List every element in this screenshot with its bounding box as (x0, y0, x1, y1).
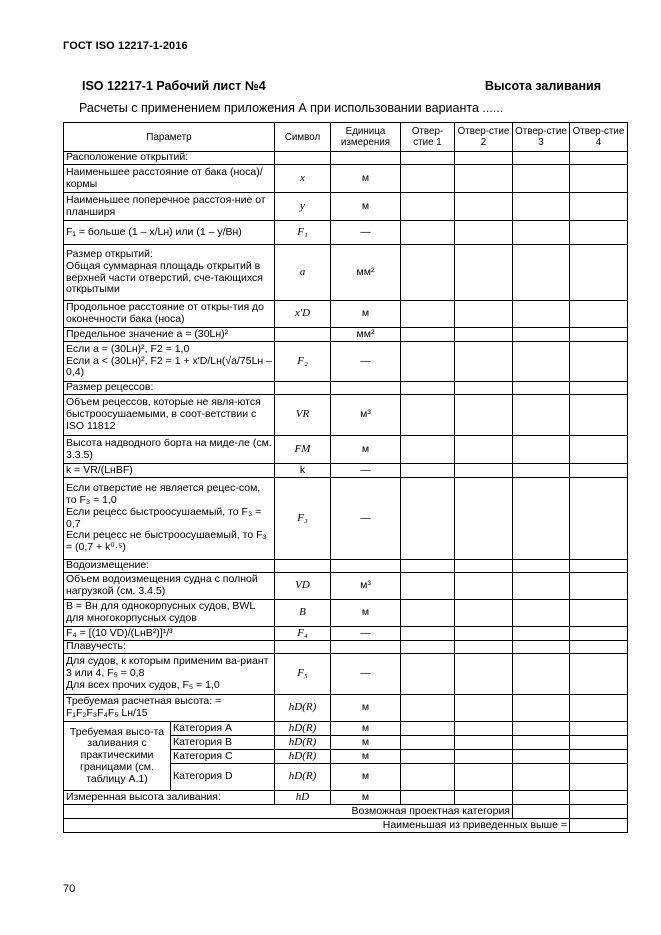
category-d-label: Категория D (171, 764, 275, 791)
param-cell: Размер открытий: Общая суммарная площадь открытий в верхней части отверстий, сче-тающихся открытыми (64, 245, 275, 301)
input-cell[interactable] (455, 791, 513, 805)
input-cell[interactable] (570, 750, 628, 764)
unit-cell: м³ (331, 573, 401, 600)
input-cell[interactable] (513, 301, 570, 328)
input-cell[interactable] (401, 221, 455, 245)
input-cell[interactable] (513, 654, 570, 695)
input-cell[interactable] (513, 193, 570, 221)
input-cell[interactable] (513, 464, 570, 478)
unit-cell: м (331, 193, 401, 221)
input-cell[interactable] (401, 478, 455, 560)
input-cell[interactable] (401, 695, 455, 722)
header-row (64, 123, 628, 152)
param-cell: Объем водоизмещения судна с полной нагрузкой (см. 3.4.5) (64, 573, 275, 600)
unit-cell: м (331, 600, 401, 627)
symbol-cell: B (275, 600, 331, 627)
input-cell[interactable] (455, 573, 513, 600)
input-cell[interactable] (401, 328, 455, 342)
input-cell[interactable] (570, 722, 628, 736)
input-cell[interactable] (513, 328, 570, 342)
input-cell[interactable] (455, 221, 513, 245)
input-cell[interactable] (570, 764, 628, 791)
input-cell[interactable] (401, 627, 455, 641)
input-cell[interactable] (513, 736, 570, 750)
table-row (64, 301, 628, 328)
symbol-cell: VD (275, 573, 331, 600)
table-row (64, 573, 628, 600)
input-cell[interactable] (570, 328, 628, 342)
param-cell: Предельное значение a = (30Lн)² (64, 328, 275, 342)
header-opening-3: Отвер-стие 3 (513, 123, 570, 152)
table-row (64, 819, 628, 833)
input-cell[interactable] (513, 627, 570, 641)
symbol-cell: a (275, 245, 331, 301)
table-row (64, 805, 628, 819)
unit-cell: — (331, 221, 401, 245)
param-cell: Для судов, к которым применим ва-риант 3 или 4, F₅ = 0,8 Для всех прочих судов, F₅ = 1,0 (64, 654, 275, 695)
page-number: 70 (63, 883, 76, 895)
worksheet-table (63, 122, 628, 833)
symbol-cell: F₁ (275, 221, 331, 245)
section-label: Размер рецессов: (64, 382, 275, 395)
symbol-cell: F₄ (275, 627, 331, 641)
table-row (64, 600, 628, 627)
unit-cell: м (331, 695, 401, 722)
unit-cell: — (331, 627, 401, 641)
input-cell[interactable] (570, 193, 628, 221)
param-cell: Продольное расстояние от откры-тия до оконечности бака (носа) (64, 301, 275, 328)
input-cell[interactable] (570, 695, 628, 722)
symbol-cell: x′D (275, 301, 331, 328)
unit-cell: м (331, 436, 401, 464)
param-cell: Если a = (30Lн)², F2 = 1,0 Если a < (30Lн)², F2 = 1 + x′D/Lн(√a/75Lн – 0,4) (64, 342, 275, 382)
header-symbol: Символ (275, 123, 331, 152)
table-row (64, 654, 628, 695)
symbol-cell: hD(R) (275, 764, 331, 791)
unit-cell: мм² (331, 328, 401, 342)
header-opening-4: Отвер-стие 4 (570, 123, 628, 152)
input-cell[interactable] (570, 301, 628, 328)
param-cell: F₁ = больше (1 – x/Lн) или (1 – y/Bн) (64, 221, 275, 245)
input-cell[interactable] (513, 342, 570, 382)
table-row (64, 436, 628, 464)
category-a-label: Категория A (171, 722, 275, 736)
unit-cell: м (331, 722, 401, 736)
least-value-label: Наименьшая из приведенных выше = (64, 819, 570, 833)
input-cell[interactable] (570, 165, 628, 193)
sheet-title: ISO 12217-1 Рабочий лист №4 (82, 79, 266, 93)
input-cell[interactable] (570, 600, 628, 627)
input-cell[interactable] (455, 165, 513, 193)
unit-cell: м (331, 301, 401, 328)
table-row (64, 193, 628, 221)
header-unit: Единица измерения (331, 123, 401, 152)
symbol-cell: hD(R) (275, 722, 331, 736)
input-cell[interactable] (455, 722, 513, 736)
input-cell[interactable] (401, 245, 455, 301)
input-cell[interactable] (401, 791, 455, 805)
input-cell[interactable] (455, 464, 513, 478)
input-cell[interactable] (513, 791, 570, 805)
input-cell[interactable] (570, 819, 628, 833)
unit-cell: м (331, 165, 401, 193)
input-cell[interactable] (570, 245, 628, 301)
input-cell[interactable] (455, 193, 513, 221)
symbol-cell: hD(R) (275, 695, 331, 722)
input-cell[interactable] (570, 436, 628, 464)
table-row (64, 464, 628, 478)
input-cell[interactable] (455, 328, 513, 342)
sheet-subject: Высота заливания (484, 79, 601, 93)
section-label: Расположение открытий: (64, 152, 275, 165)
table-row (64, 342, 628, 382)
input-cell[interactable] (513, 600, 570, 627)
input-cell[interactable] (455, 654, 513, 695)
standard-header: ГОСТ ISO 12217-1-2016 (63, 40, 188, 52)
design-category-label: Возможная проектная категория (64, 805, 513, 819)
input-cell[interactable] (455, 736, 513, 750)
input-cell[interactable] (401, 301, 455, 328)
input-cell[interactable] (401, 764, 455, 791)
input-cell[interactable] (455, 764, 513, 791)
param-cell: Если отверстие не является рецес-сом, то F₃ = 1,0 Если рецесс быстроосушаемый, то F₃ = 0,7 Если рецесс не быстроосушаемый, то F₃ = (0,7 + k⁰·⁵) (64, 478, 275, 560)
unit-cell: м³ (331, 395, 401, 436)
input-cell[interactable] (513, 722, 570, 736)
input-cell[interactable] (401, 436, 455, 464)
unit-cell: м (331, 750, 401, 764)
symbol-cell: F₅ (275, 654, 331, 695)
input-cell[interactable] (455, 436, 513, 464)
input-cell[interactable] (401, 165, 455, 193)
table-row (64, 395, 628, 436)
input-cell[interactable] (513, 573, 570, 600)
input-cell[interactable] (513, 395, 570, 436)
input-cell[interactable] (455, 342, 513, 382)
header-opening-1: Отвер-стие 1 (401, 123, 455, 152)
section-row (64, 641, 628, 654)
unit-cell: — (331, 654, 401, 695)
table-row (64, 627, 628, 641)
input-cell[interactable] (570, 221, 628, 245)
unit-cell: мм² (331, 245, 401, 301)
input-cell[interactable] (455, 600, 513, 627)
input-cell[interactable] (513, 805, 570, 819)
input-cell[interactable] (570, 573, 628, 600)
input-cell[interactable] (570, 654, 628, 695)
unit-cell: — (331, 464, 401, 478)
input-cell[interactable] (401, 722, 455, 736)
input-cell[interactable] (513, 245, 570, 301)
input-cell[interactable] (570, 736, 628, 750)
table-row (64, 791, 628, 805)
symbol-cell: hD(R) (275, 750, 331, 764)
input-cell[interactable] (513, 165, 570, 193)
table-row (64, 245, 628, 301)
unit-cell: м (331, 791, 401, 805)
param-cell: F₄ = [(10 VD)/(LнB²)]¹/³ (64, 627, 275, 641)
param-cell: Требуемая расчетная высота: = F₁F₂F₃F₄F₅ Lн/15 (64, 695, 275, 722)
input-cell[interactable] (513, 750, 570, 764)
table-row (64, 478, 628, 560)
input-cell[interactable] (401, 193, 455, 221)
symbol-cell: F₃ (275, 478, 331, 560)
category-b-label: Категория B (171, 736, 275, 750)
table-row (64, 722, 628, 736)
input-cell[interactable] (513, 695, 570, 722)
table-row (64, 221, 628, 245)
section-label: Водоизмещение: (64, 560, 275, 573)
required-height-label: Требуемая высо-та заливания с практическими границами (см. таблицу А.1) (64, 722, 171, 791)
symbol-cell: VR (275, 395, 331, 436)
unit-cell: — (331, 478, 401, 560)
input-cell[interactable] (570, 464, 628, 478)
input-cell[interactable] (570, 395, 628, 436)
symbol-cell: F₂ (275, 342, 331, 382)
section-row (64, 152, 628, 165)
header-param: Параметр (64, 123, 275, 152)
param-cell: Объем рецессов, которые не явля-ются быстроосушаемыми, в соот-ветствии с ISO 11812 (64, 395, 275, 436)
input-cell[interactable] (401, 464, 455, 478)
category-c-label: Категория C (171, 750, 275, 764)
input-cell[interactable] (401, 750, 455, 764)
param-cell: Высота надводного борта на миде-ле (см. 3.3.5) (64, 436, 275, 464)
input-cell[interactable] (570, 805, 628, 819)
input-cell[interactable] (401, 573, 455, 600)
input-cell[interactable] (401, 600, 455, 627)
input-cell[interactable] (455, 478, 513, 560)
symbol-cell: hD (275, 791, 331, 805)
input-cell[interactable] (401, 342, 455, 382)
section-label: Плавучесть: (64, 641, 275, 654)
input-cell[interactable] (570, 342, 628, 382)
param-cell: Измеренная высота заливания: (64, 791, 275, 805)
input-cell[interactable] (570, 478, 628, 560)
unit-cell: м (331, 736, 401, 750)
input-cell[interactable] (455, 245, 513, 301)
param-cell: Наименьшее поперечное расстоя-ние от планширя (64, 193, 275, 221)
symbol-cell: hD(R) (275, 736, 331, 750)
input-cell[interactable] (455, 695, 513, 722)
unit-cell: — (331, 342, 401, 382)
symbol-cell: x (275, 165, 331, 193)
table-row (64, 328, 628, 342)
unit-cell: м (331, 764, 401, 791)
input-cell[interactable] (455, 627, 513, 641)
symbol-cell: k (275, 464, 331, 478)
symbol-cell: y (275, 193, 331, 221)
input-cell[interactable] (513, 436, 570, 464)
table-row (64, 695, 628, 722)
input-cell[interactable] (455, 750, 513, 764)
param-cell: Наименьшее расстояние от бака (носа)/кормы (64, 165, 275, 193)
section-row (64, 382, 628, 395)
input-cell[interactable] (401, 654, 455, 695)
input-cell[interactable] (570, 627, 628, 641)
param-cell: B = Bн для однокорпусных судов, BWL для многокорпусных судов (64, 600, 275, 627)
input-cell[interactable] (570, 791, 628, 805)
input-cell[interactable] (455, 301, 513, 328)
section-row (64, 560, 628, 573)
calculation-note: Расчеты с применением приложения А при использовании варианта ...... (79, 101, 504, 115)
input-cell[interactable] (513, 221, 570, 245)
symbol-cell: FM (275, 436, 331, 464)
input-cell[interactable] (513, 478, 570, 560)
input-cell[interactable] (513, 764, 570, 791)
param-cell: k = VR/(LнBF) (64, 464, 275, 478)
input-cell[interactable] (455, 395, 513, 436)
header-opening-2: Отвер-стие 2 (455, 123, 513, 152)
input-cell[interactable] (401, 395, 455, 436)
table-row (64, 165, 628, 193)
input-cell[interactable] (401, 736, 455, 750)
